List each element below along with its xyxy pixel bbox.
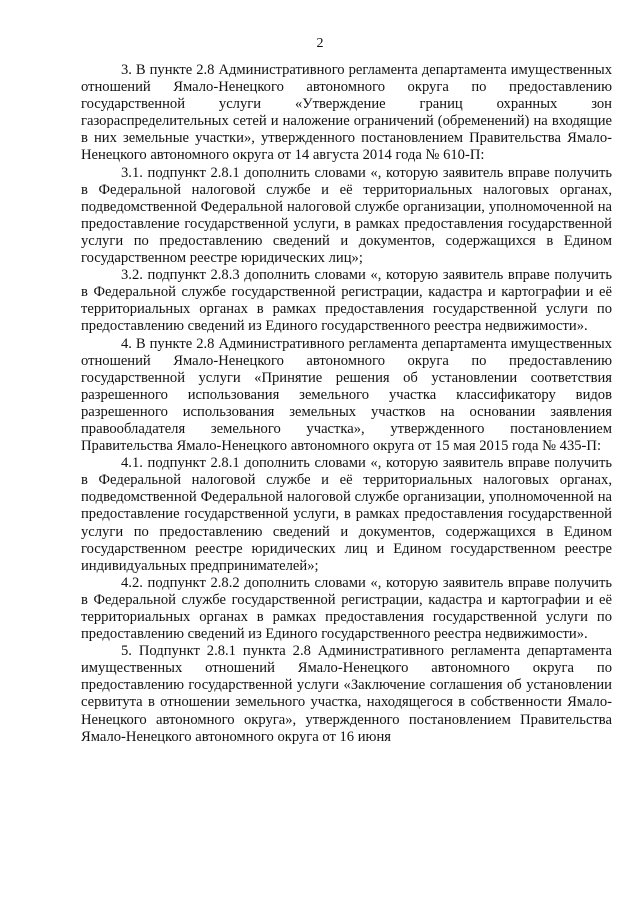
paragraph-4: 4. В пункте 2.8 Административного регламента департамента имущественных отношений Ямало-Ненецкого автономного округа по предоставлению государственной услуги «Принятие решения об установлении соответствия разрешенного использования земельного участка классификатору видов разрешенного использования земельных участков на основании заявления правообладателя земельного участка», утвержденного постановлением Правительства Ямало-Ненецкого автономного округа от 15 мая 2015 года № 435-П: (81, 335, 612, 455)
paragraph-5: 5. Подпункт 2.8.1 пункта 2.8 Административного регламента департамента имущественных отношений Ямало-Ненецкого автономного округа по предоставлению государственной услуги «Заключение соглашения об установлении сервитута в отношении земельного участка, находящегося в собственности Ямало-Ненецкого автономного округа», утвержденного постановлением Правительства Ямало-Ненецкого автономного округа от 16 июня (81, 643, 612, 745)
paragraph-4-2: 4.2. подпункт 2.8.2 дополнить словами «, которую заявитель вправе получить в Федеральной службе государственной регистрации, кадастра и картографии и её территориальных органах в рамках предоставления государственной услуги по предоставлению сведений из Единого государственного реестра недвижимости». (81, 574, 612, 643)
paragraph-3-1: 3.1. подпункт 2.8.1 дополнить словами «, которую заявитель вправе получить в Федеральной налоговой службе и её территориальных налоговых органах, подведомственной Федеральной налоговой службе организации, уполномоченной на предоставление государственной услуги, в рамках предоставления государственной услуги по предоставлению сведений и документов, содержащихся в Едином государственном реестре юридических лиц»; (81, 164, 612, 267)
page-number: 2 (316, 36, 324, 51)
paragraph-3-2: 3.2. подпункт 2.8.3 дополнить словами «, которую заявитель вправе получить в Федеральной службе государственной регистрации, кадастра и картографии и её территориальных органах в рамках предоставления государственной услуги по предоставлению сведений из Единого государственного реестра недвижимости». (81, 267, 612, 335)
paragraph-3: 3. В пункте 2.8 Административного регламента департамента имущественных отношений Ямало-Ненецкого автономного округа по предоставлению государственной услуги «Утверждение границ охранных зон газораспределительных сетей и наложение ограничений (обременений) на входящие в них земельные участки», утвержденного постановлением Правительства Ямало-Ненецкого автономного округа от 14 августа 2014 года № 610-П: (81, 62, 612, 164)
document-body (81, 62, 612, 746)
paragraph-4-1: 4.1. подпункт 2.8.1 дополнить словами «, которую заявитель вправе получить в Федеральной налоговой службе и её территориальных налоговых органах, подведомственной Федеральной налоговой службе организации, уполномоченной на предоставление государственной услуги, в рамках предоставления государственной услуги по предоставлению сведений и документов, содержащихся в Едином государственном реестре юридических лиц и Едином государственном реестре индивидуальных предпринимателей»; (81, 455, 612, 574)
